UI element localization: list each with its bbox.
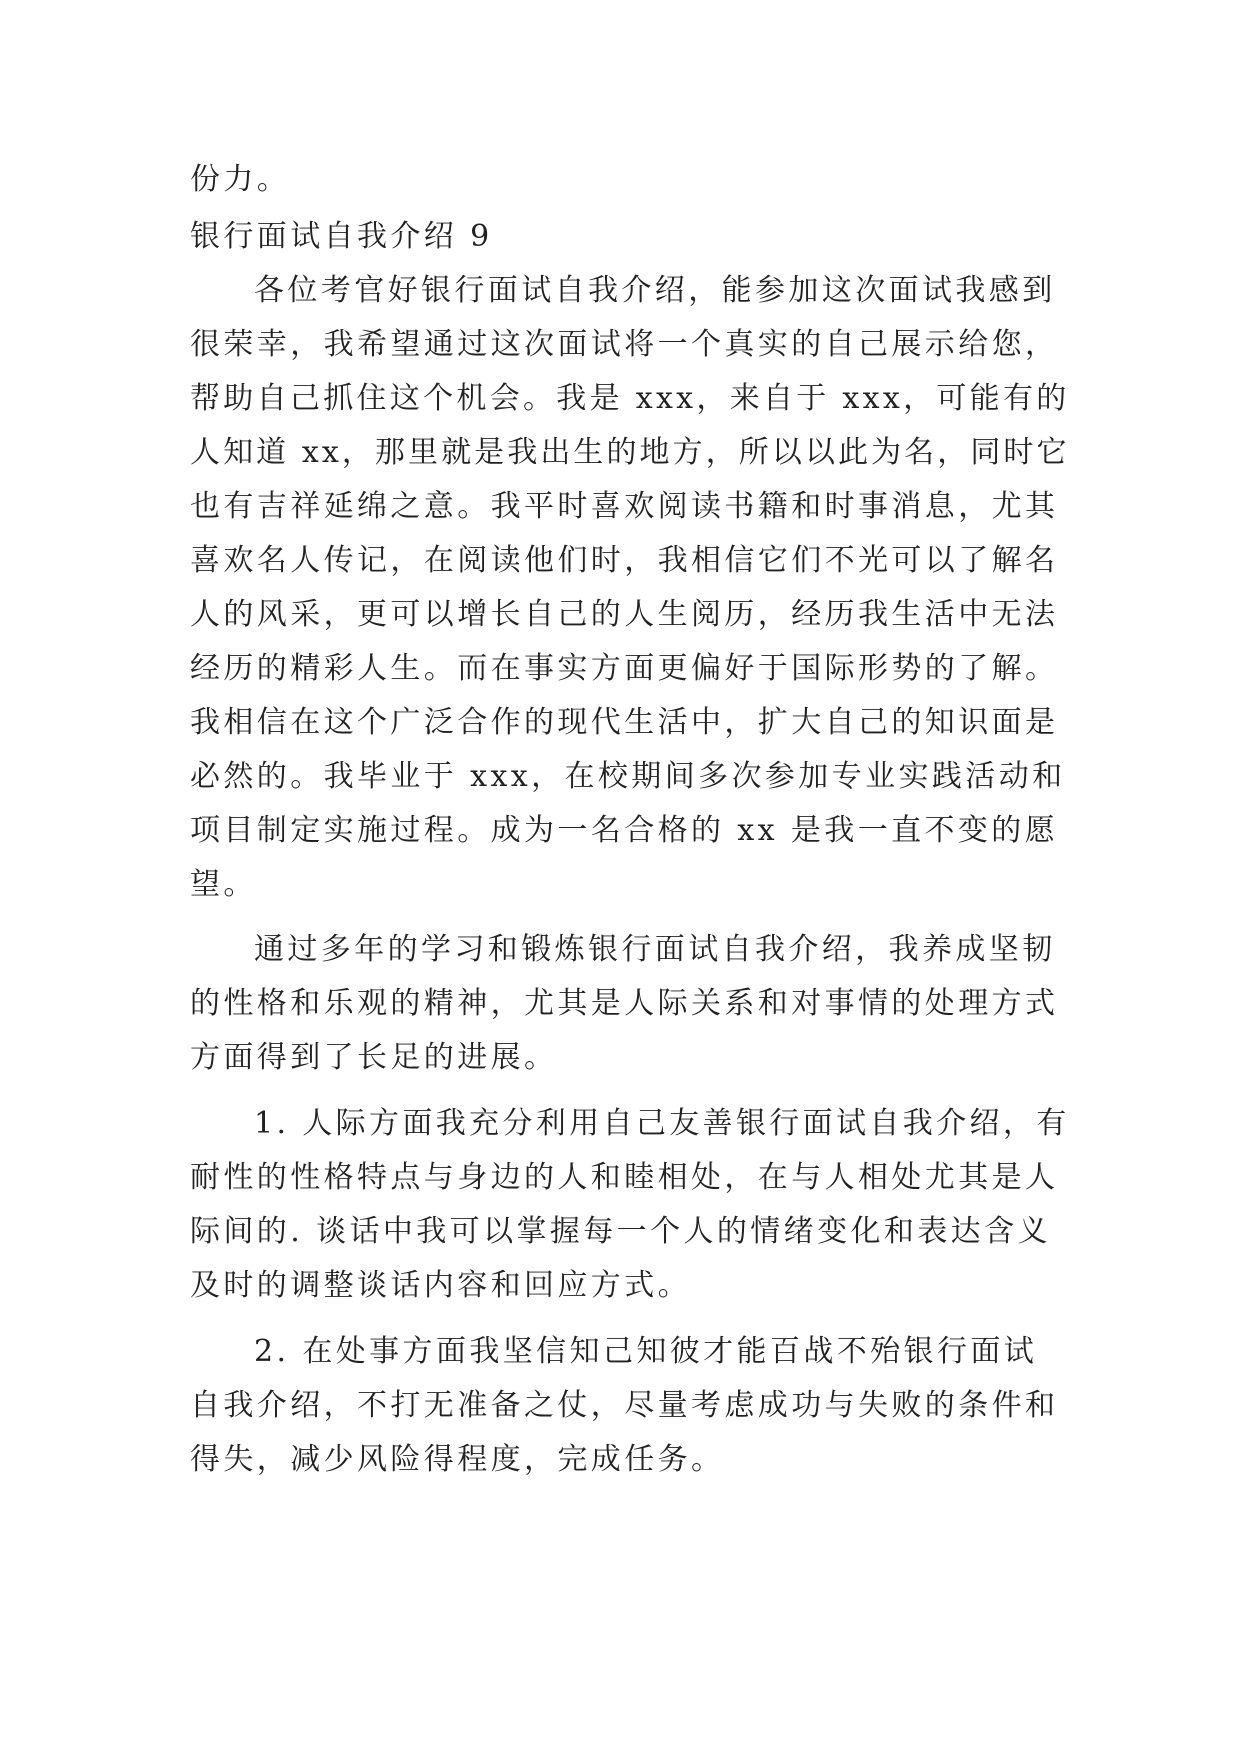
paragraph-line: 帮助自己抓住这个机会。我是 xxx，来自于 xxx，可能有的 — [190, 381, 1070, 416]
paragraph-line: 喜欢名人传记，在阅读他们时，我相信它们不光可以了解名 — [190, 543, 1059, 578]
paragraph-line: 很荣幸，我希望通过这次面试将一个真实的自己展示给您， — [190, 327, 1059, 362]
paragraph-line: 必然的。我毕业于 xxx，在校期间多次参加专业实践活动和 — [190, 759, 1066, 794]
section-heading: 银行面试自我介绍 9 — [190, 219, 493, 254]
paragraph-line: 得失，减少风险得程度，完成任务。 — [190, 1442, 725, 1477]
paragraph-line: 各位考官好银行面试自我介绍，能参加这次面试我感到 — [254, 273, 1056, 308]
paragraph-line: 2. 在处事方面我坚信知己知彼才能百战不殆银行面试 — [254, 1334, 1038, 1369]
paragraph-line: 项目制定实施过程。成为一名合格的 xx 是我一直不变的愿 — [190, 813, 1059, 848]
paragraph-line: 通过多年的学习和锻炼银行面试自我介绍，我养成坚韧 — [254, 932, 1056, 967]
paragraph-line: 方面得到了长足的进展。 — [190, 1040, 558, 1075]
paragraph-line: 我相信在这个广泛合作的现代生活中，扩大自己的知识面是 — [190, 705, 1059, 740]
paragraph-line: 耐性的性格特点与身边的人和睦相处，在与人相处尤其是人 — [190, 1160, 1059, 1195]
paragraph-line: 际间的. 谈话中我可以掌握每一个人的情绪变化和表达含义 — [190, 1214, 1051, 1249]
paragraph-line: 经历的精彩人生。而在事实方面更偏好于国际形势的了解。 — [190, 651, 1059, 686]
paragraph-line: 人的风采，更可以增长自己的人生阅历，经历我生活中无法 — [190, 597, 1059, 632]
paragraph-line: 人知道 xx，那里就是我出生的地方，所以以此为名，同时它 — [190, 435, 1070, 470]
continuation-text: 份力。 — [190, 162, 291, 197]
paragraph-line: 及时的调整谈话内容和回应方式。 — [190, 1268, 691, 1303]
paragraph-line: 望。 — [190, 867, 257, 902]
paragraph-line: 自我介绍，不打无准备之仗，尽量考虑成功与失败的条件和 — [190, 1388, 1059, 1423]
paragraph-line: 的性格和乐观的精神，尤其是人际关系和对事情的处理方式 — [190, 986, 1059, 1021]
paragraph-line: 也有吉祥延绵之意。我平时喜欢阅读书籍和时事消息，尤其 — [190, 489, 1059, 524]
paragraph-line: 1. 人际方面我充分利用自己友善银行面试自我介绍，有 — [254, 1106, 1070, 1141]
